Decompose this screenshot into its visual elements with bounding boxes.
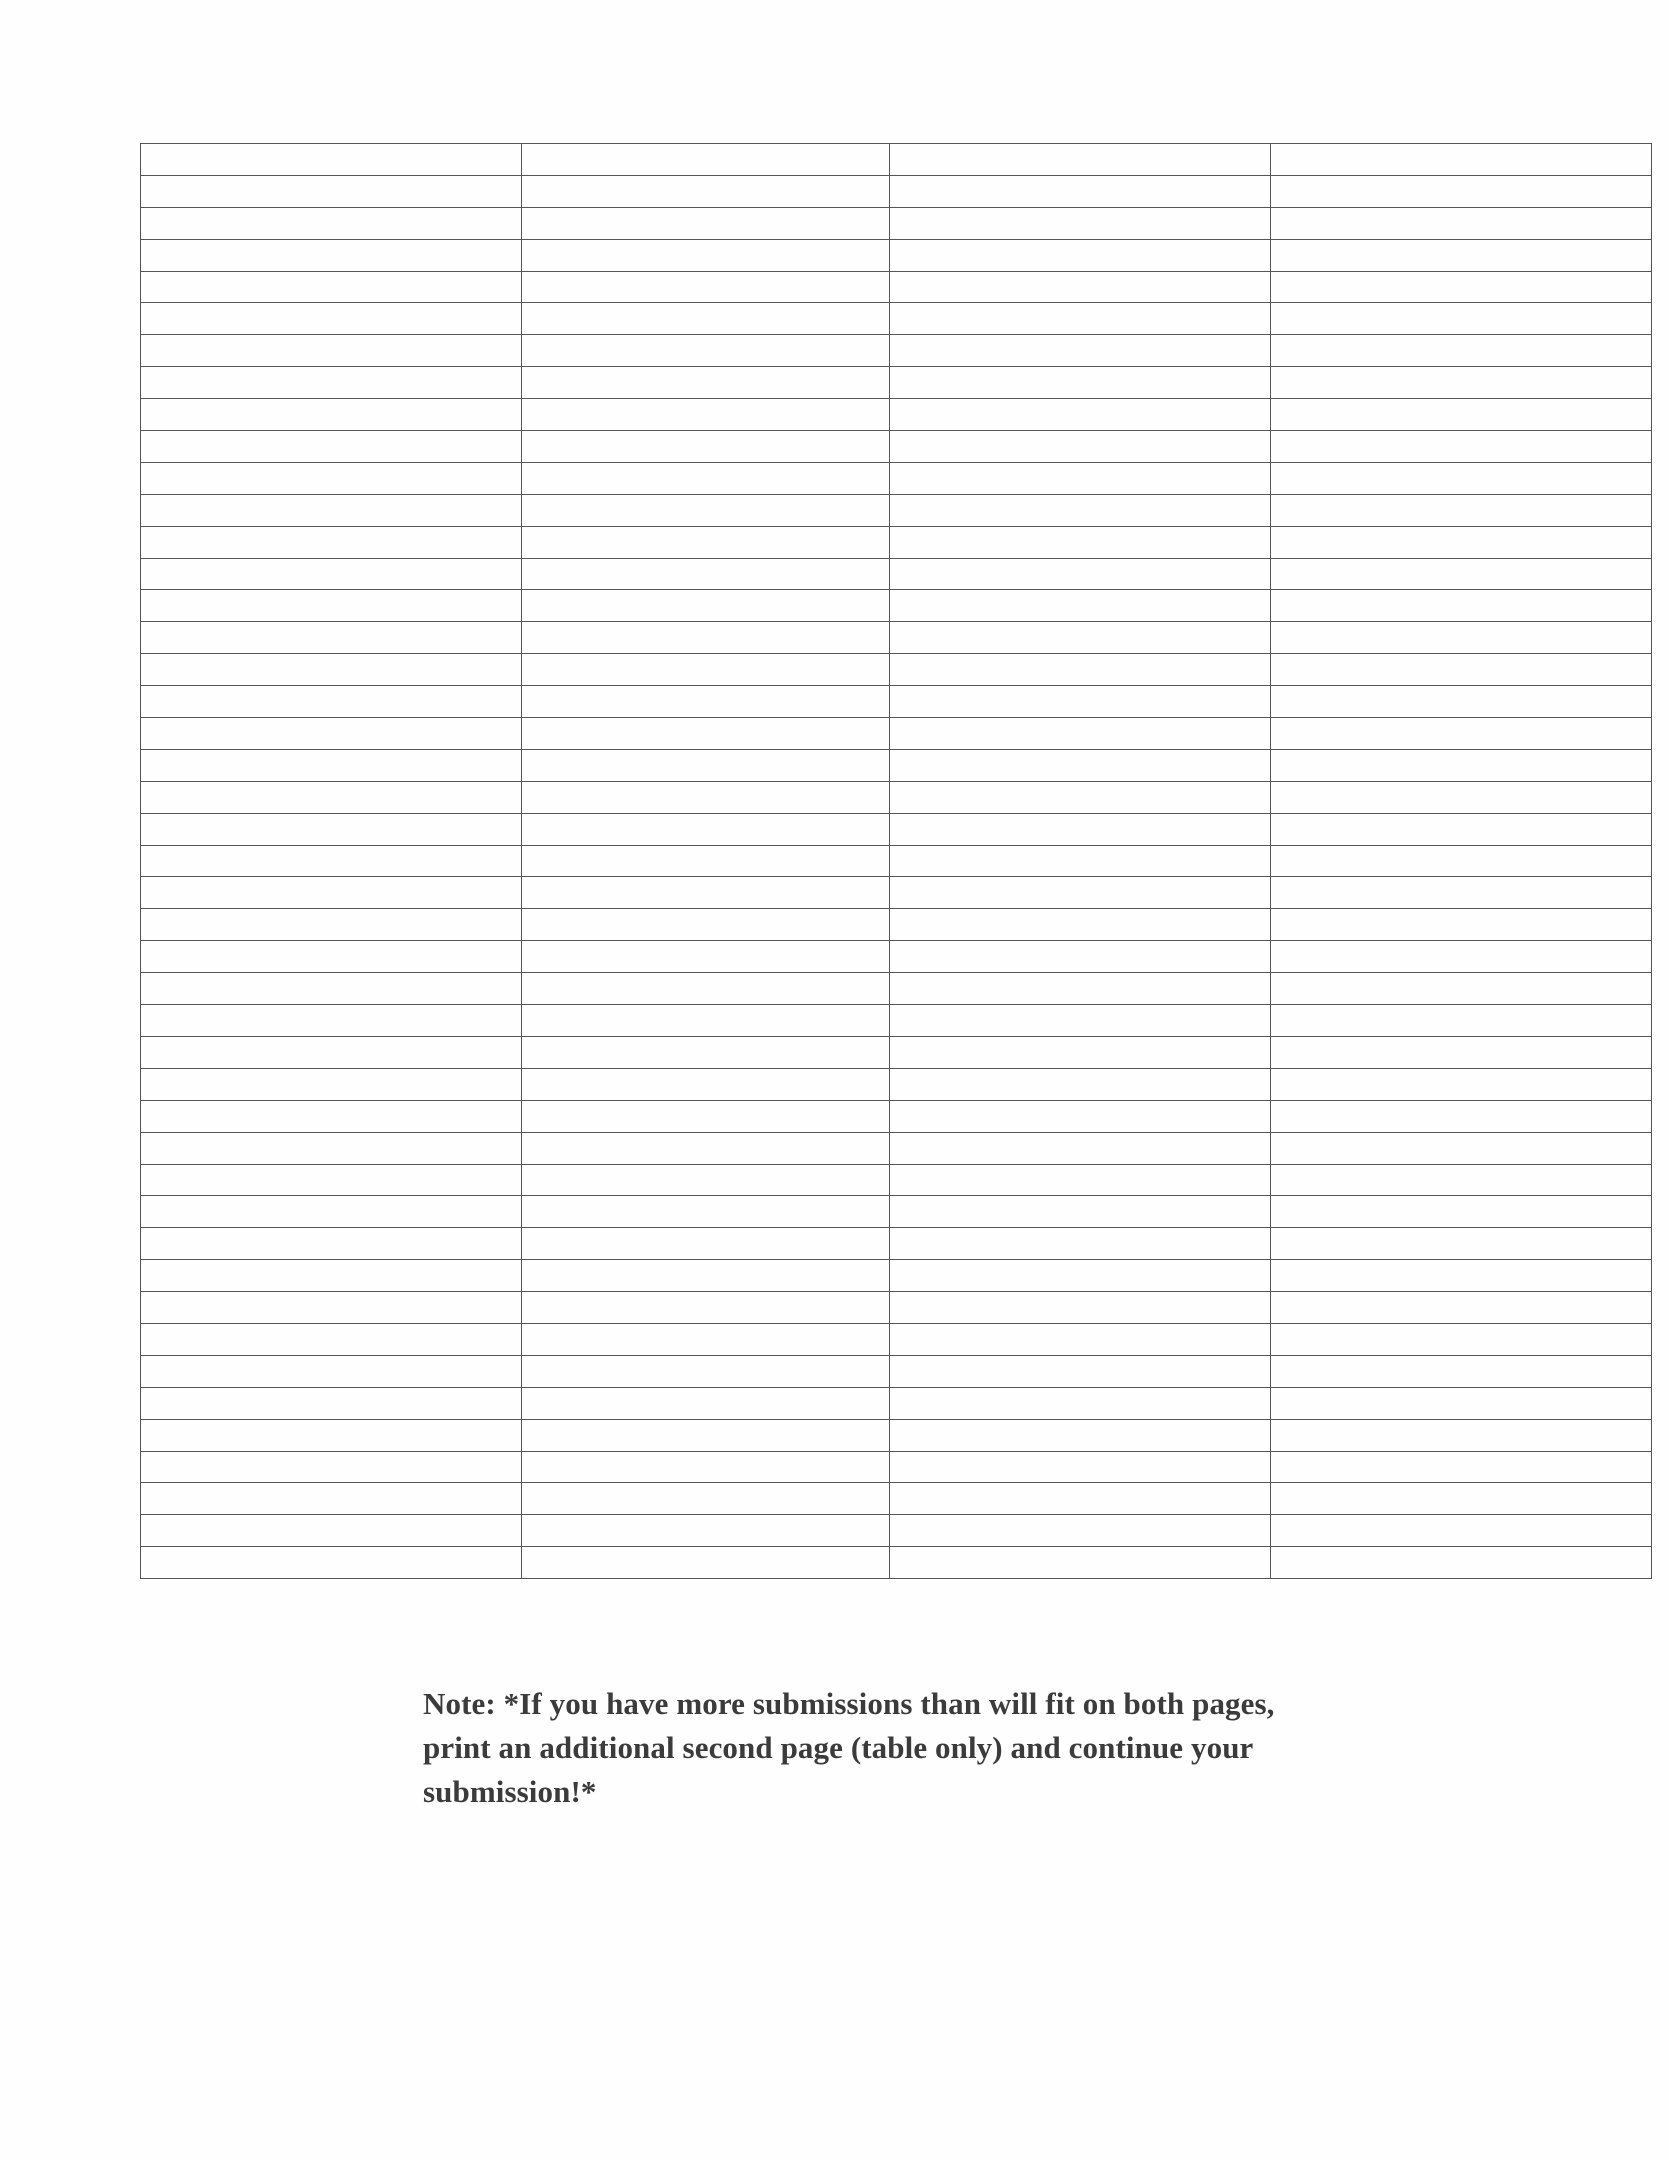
table-cell[interactable] — [141, 1005, 522, 1037]
table-cell[interactable] — [522, 1387, 890, 1419]
table-cell[interactable] — [522, 973, 890, 1005]
table-cell[interactable] — [522, 1260, 890, 1292]
table-cell[interactable] — [890, 845, 1271, 877]
table-cell[interactable] — [890, 1355, 1271, 1387]
table-cell[interactable] — [1271, 686, 1652, 718]
table-cell[interactable] — [141, 1419, 522, 1451]
table-row — [141, 686, 1652, 718]
table-cell[interactable] — [1271, 1387, 1652, 1419]
table-cell[interactable] — [890, 1292, 1271, 1324]
table-cell[interactable] — [522, 1036, 890, 1068]
table-cell[interactable] — [522, 367, 890, 399]
table-row — [141, 813, 1652, 845]
table-row — [141, 1228, 1652, 1260]
table-cell[interactable] — [890, 1005, 1271, 1037]
table-cell[interactable] — [890, 1196, 1271, 1228]
table-cell[interactable] — [522, 1196, 890, 1228]
table-cell[interactable] — [522, 144, 890, 176]
table-row — [141, 590, 1652, 622]
table-cell[interactable] — [141, 1355, 522, 1387]
table-cell[interactable] — [1271, 558, 1652, 590]
table-row — [141, 1292, 1652, 1324]
table-cell[interactable] — [522, 335, 890, 367]
table-cell[interactable] — [890, 590, 1271, 622]
table-cell[interactable] — [522, 1228, 890, 1260]
table-cell[interactable] — [890, 494, 1271, 526]
table-cell[interactable] — [1271, 1228, 1652, 1260]
table-cell[interactable] — [890, 813, 1271, 845]
table-cell[interactable] — [522, 1419, 890, 1451]
table-cell[interactable] — [890, 909, 1271, 941]
table-cell[interactable] — [141, 1515, 522, 1547]
table-cell[interactable] — [1271, 1005, 1652, 1037]
table-cell[interactable] — [141, 909, 522, 941]
table-row — [141, 1260, 1652, 1292]
table-row — [141, 1547, 1652, 1579]
table-cell[interactable] — [522, 271, 890, 303]
table-cell[interactable] — [141, 749, 522, 781]
table-cell[interactable] — [522, 622, 890, 654]
table-cell[interactable] — [141, 335, 522, 367]
table-cell[interactable] — [522, 686, 890, 718]
table-row — [141, 1515, 1652, 1547]
table-cell[interactable] — [890, 1260, 1271, 1292]
table-cell[interactable] — [522, 1515, 890, 1547]
table-cell[interactable] — [1271, 1036, 1652, 1068]
table-cell[interactable] — [141, 877, 522, 909]
table-row — [141, 781, 1652, 813]
table-cell[interactable] — [890, 1547, 1271, 1579]
table-cell[interactable] — [1271, 718, 1652, 750]
table-cell[interactable] — [522, 590, 890, 622]
table-cell[interactable] — [1271, 175, 1652, 207]
table-cell[interactable] — [141, 654, 522, 686]
table-row — [141, 654, 1652, 686]
table-cell[interactable] — [890, 271, 1271, 303]
table-cell[interactable] — [141, 1292, 522, 1324]
table-cell[interactable] — [1271, 781, 1652, 813]
table-cell[interactable] — [141, 941, 522, 973]
table-row — [141, 558, 1652, 590]
table-cell[interactable] — [1271, 207, 1652, 239]
table-cell[interactable] — [141, 781, 522, 813]
table-cell[interactable] — [522, 909, 890, 941]
table-cell[interactable] — [522, 558, 890, 590]
table-cell[interactable] — [141, 1260, 522, 1292]
note-text: Note: *If you have more submissions than will fit on both pages, print an additional second page (table only) and continue your submission!* — [423, 1686, 1275, 1809]
table-cell[interactable] — [522, 1547, 890, 1579]
table-row — [141, 1483, 1652, 1515]
table-row — [141, 718, 1652, 750]
table-row — [141, 941, 1652, 973]
table-cell[interactable] — [1271, 494, 1652, 526]
table-cell[interactable] — [141, 1323, 522, 1355]
table-row — [141, 526, 1652, 558]
table-cell[interactable] — [141, 590, 522, 622]
table-row — [141, 1419, 1652, 1451]
table-cell[interactable] — [141, 1451, 522, 1483]
table-cell[interactable] — [890, 1036, 1271, 1068]
table-row — [141, 1355, 1652, 1387]
table-cell[interactable] — [522, 303, 890, 335]
table-row — [141, 909, 1652, 941]
table-cell[interactable] — [522, 749, 890, 781]
table-cell[interactable] — [890, 1228, 1271, 1260]
table-cell[interactable] — [1271, 271, 1652, 303]
table-cell[interactable] — [141, 686, 522, 718]
table-cell[interactable] — [890, 781, 1271, 813]
table-cell[interactable] — [890, 303, 1271, 335]
table-cell[interactable] — [890, 1100, 1271, 1132]
table-cell[interactable] — [890, 1515, 1271, 1547]
submission-table — [140, 143, 1652, 1579]
table-cell[interactable] — [141, 1483, 522, 1515]
table-cell[interactable] — [522, 175, 890, 207]
table-cell[interactable] — [141, 1164, 522, 1196]
table-row — [141, 877, 1652, 909]
table-row — [141, 239, 1652, 271]
table-cell[interactable] — [522, 1100, 890, 1132]
table-cell[interactable] — [1271, 144, 1652, 176]
table-row — [141, 1323, 1652, 1355]
table-cell[interactable] — [141, 558, 522, 590]
table-cell[interactable] — [1271, 1419, 1652, 1451]
table-cell[interactable] — [890, 654, 1271, 686]
table-cell[interactable] — [1271, 877, 1652, 909]
table-cell[interactable] — [522, 654, 890, 686]
table-cell[interactable] — [141, 431, 522, 463]
table-cell[interactable] — [890, 399, 1271, 431]
table-cell[interactable] — [522, 462, 890, 494]
table-cell[interactable] — [890, 335, 1271, 367]
table-cell[interactable] — [141, 399, 522, 431]
table-cell[interactable] — [1271, 749, 1652, 781]
table-cell[interactable] — [522, 718, 890, 750]
table-cell[interactable] — [1271, 909, 1652, 941]
table-cell[interactable] — [1271, 1547, 1652, 1579]
table-cell[interactable] — [522, 399, 890, 431]
table-cell[interactable] — [1271, 462, 1652, 494]
table-cell[interactable] — [1271, 590, 1652, 622]
table-cell[interactable] — [890, 941, 1271, 973]
table-row — [141, 303, 1652, 335]
table-cell[interactable] — [1271, 303, 1652, 335]
table-cell[interactable] — [890, 207, 1271, 239]
table-cell[interactable] — [141, 175, 522, 207]
table-cell[interactable] — [141, 813, 522, 845]
table-cell[interactable] — [522, 1323, 890, 1355]
table-cell[interactable] — [522, 845, 890, 877]
table-cell[interactable] — [522, 494, 890, 526]
table-row — [141, 845, 1652, 877]
table-cell[interactable] — [1271, 813, 1652, 845]
table-cell[interactable] — [1271, 1132, 1652, 1164]
table-cell[interactable] — [890, 1483, 1271, 1515]
table-row — [141, 462, 1652, 494]
table-row — [141, 1451, 1652, 1483]
table-row — [141, 175, 1652, 207]
table-cell[interactable] — [1271, 1164, 1652, 1196]
table-cell[interactable] — [522, 877, 890, 909]
table-cell[interactable] — [890, 973, 1271, 1005]
table-cell[interactable] — [522, 941, 890, 973]
table-cell[interactable] — [890, 686, 1271, 718]
table-cell[interactable] — [141, 973, 522, 1005]
submission-table-body — [141, 144, 1652, 1579]
table-cell[interactable] — [522, 813, 890, 845]
table-cell[interactable] — [1271, 973, 1652, 1005]
table-cell[interactable] — [890, 749, 1271, 781]
table-cell[interactable] — [1271, 431, 1652, 463]
table-row — [141, 1036, 1652, 1068]
table-cell[interactable] — [890, 239, 1271, 271]
table-cell[interactable] — [890, 622, 1271, 654]
table-row — [141, 431, 1652, 463]
table-cell[interactable] — [141, 1100, 522, 1132]
table-row — [141, 1196, 1652, 1228]
table-cell[interactable] — [890, 1387, 1271, 1419]
table-cell[interactable] — [1271, 335, 1652, 367]
table-cell[interactable] — [1271, 1260, 1652, 1292]
table-row — [141, 367, 1652, 399]
table-cell[interactable] — [1271, 941, 1652, 973]
table-row — [141, 622, 1652, 654]
table-cell[interactable] — [522, 1164, 890, 1196]
table-row — [141, 335, 1652, 367]
table-cell[interactable] — [890, 1132, 1271, 1164]
table-cell[interactable] — [1271, 1515, 1652, 1547]
table-cell[interactable] — [522, 1292, 890, 1324]
table-cell[interactable] — [1271, 367, 1652, 399]
table-cell[interactable] — [1271, 399, 1652, 431]
table-cell[interactable] — [522, 1355, 890, 1387]
table-cell[interactable] — [1271, 1451, 1652, 1483]
table-cell[interactable] — [1271, 526, 1652, 558]
table-cell[interactable] — [141, 239, 522, 271]
table-cell[interactable] — [890, 144, 1271, 176]
table-cell[interactable] — [1271, 654, 1652, 686]
table-cell[interactable] — [890, 1451, 1271, 1483]
table-cell[interactable] — [890, 175, 1271, 207]
table-row — [141, 749, 1652, 781]
table-cell[interactable] — [141, 1132, 522, 1164]
table-cell[interactable] — [522, 1132, 890, 1164]
table-cell[interactable] — [522, 1451, 890, 1483]
table-cell[interactable] — [890, 1323, 1271, 1355]
table-cell[interactable] — [890, 877, 1271, 909]
table-cell[interactable] — [890, 367, 1271, 399]
table-row — [141, 1005, 1652, 1037]
table-cell[interactable] — [1271, 622, 1652, 654]
table-cell[interactable] — [890, 462, 1271, 494]
table-cell[interactable] — [522, 431, 890, 463]
table-cell[interactable] — [141, 622, 522, 654]
table-row — [141, 144, 1652, 176]
table-cell[interactable] — [141, 367, 522, 399]
table-cell[interactable] — [522, 1005, 890, 1037]
table-row — [141, 1132, 1652, 1164]
table-cell[interactable] — [1271, 1292, 1652, 1324]
table-cell[interactable] — [1271, 1323, 1652, 1355]
table-cell[interactable] — [141, 1387, 522, 1419]
table-cell[interactable] — [890, 526, 1271, 558]
table-cell[interactable] — [141, 144, 522, 176]
table-row — [141, 271, 1652, 303]
table-cell[interactable] — [1271, 239, 1652, 271]
table-cell[interactable] — [141, 1228, 522, 1260]
table-row — [141, 973, 1652, 1005]
table-cell[interactable] — [141, 207, 522, 239]
table-cell[interactable] — [890, 1068, 1271, 1100]
table-cell[interactable] — [141, 303, 522, 335]
table-cell[interactable] — [141, 1196, 522, 1228]
table-cell[interactable] — [522, 781, 890, 813]
table-cell[interactable] — [141, 494, 522, 526]
table-cell[interactable] — [1271, 1483, 1652, 1515]
table-cell[interactable] — [141, 462, 522, 494]
table-row — [141, 207, 1652, 239]
table-cell[interactable] — [1271, 1068, 1652, 1100]
table-cell[interactable] — [141, 1036, 522, 1068]
table-cell[interactable] — [522, 207, 890, 239]
table-cell[interactable] — [890, 1164, 1271, 1196]
table-cell[interactable] — [890, 431, 1271, 463]
table-cell[interactable] — [522, 1068, 890, 1100]
table-cell[interactable] — [141, 1068, 522, 1100]
table-cell[interactable] — [141, 1547, 522, 1579]
table-row — [141, 1164, 1652, 1196]
table-cell[interactable] — [141, 271, 522, 303]
table-cell[interactable] — [1271, 1100, 1652, 1132]
table-cell[interactable] — [890, 1419, 1271, 1451]
table-row — [141, 1068, 1652, 1100]
table-cell[interactable] — [141, 718, 522, 750]
table-row — [141, 494, 1652, 526]
table-row — [141, 399, 1652, 431]
table-cell[interactable] — [890, 718, 1271, 750]
table-cell[interactable] — [1271, 1355, 1652, 1387]
table-cell[interactable] — [1271, 1196, 1652, 1228]
table-cell[interactable] — [522, 1483, 890, 1515]
table-cell[interactable] — [141, 845, 522, 877]
table-cell[interactable] — [522, 526, 890, 558]
table-cell[interactable] — [890, 558, 1271, 590]
table-cell[interactable] — [522, 239, 890, 271]
table-cell[interactable] — [141, 526, 522, 558]
table-cell[interactable] — [1271, 845, 1652, 877]
table-row — [141, 1100, 1652, 1132]
table-row — [141, 1387, 1652, 1419]
